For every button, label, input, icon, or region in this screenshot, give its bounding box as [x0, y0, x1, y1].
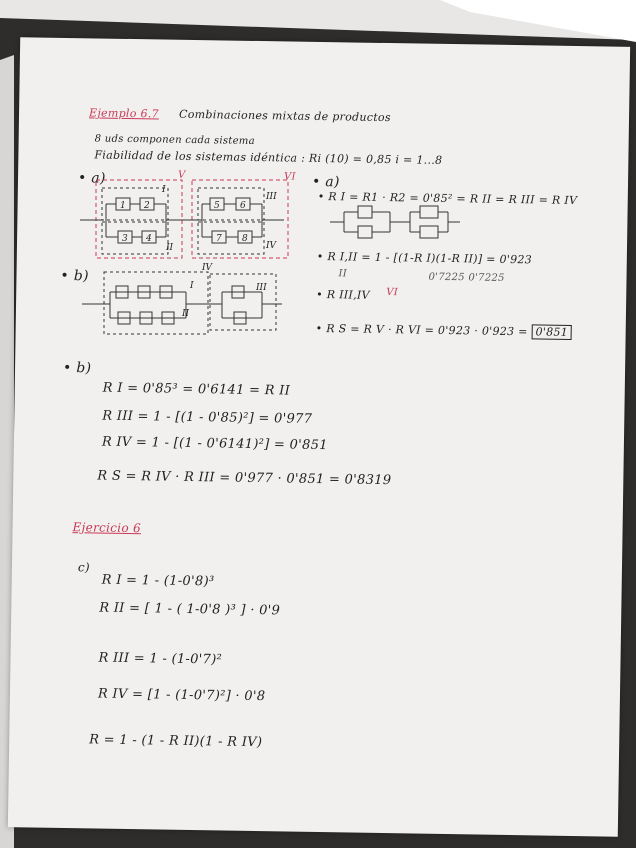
label-VI: VI	[283, 171, 296, 183]
block-III	[420, 206, 438, 218]
unit-8-label: 8	[242, 234, 248, 244]
formula-a3-red: VI	[386, 287, 399, 299]
group-III-label: III	[266, 192, 277, 202]
unit-3-label: 3	[122, 234, 128, 244]
part-b-line4: R S = R IV · R III = 0'977 · 0'851 = 0'8319	[97, 468, 392, 489]
formula-a3: • R III,IV	[316, 287, 370, 302]
units-note: 8 uds componen cada sistema	[94, 133, 255, 147]
group-b-IV-label: IV	[202, 263, 213, 273]
diagram-b-labels	[181, 263, 267, 319]
block-II	[358, 226, 372, 238]
part-b-line2: R III = 1 - [(1 - 0'85)²] = 0'977	[102, 408, 313, 427]
page-heading: Combinaciones mixtas de productos	[178, 107, 391, 125]
formula-a1: • R I = R1 · R2 = 0'85² = R II = R III = R IV	[317, 189, 578, 208]
block-I	[358, 206, 372, 218]
formula-a2-sub: 0'7225 0'7225	[428, 271, 505, 284]
group-IV	[198, 222, 264, 254]
part-b-diagram-label: • b)	[60, 267, 89, 285]
exercise-title: Ejercicio 6	[72, 520, 142, 536]
unit-2-label: 2	[144, 201, 150, 211]
group-b-I-label: I	[190, 281, 194, 291]
exercise-line3: R III = 1 - (1-0'7)²	[98, 650, 223, 668]
unit-4-label: 4	[146, 234, 152, 244]
part-b-line3: R IV = 1 - [(1 - 0'6141)²] = 0'851	[101, 434, 328, 454]
part-b-label: • b)	[62, 359, 92, 377]
diagram-b	[82, 272, 282, 334]
exercise-line4: R IV = [1 - (1-0'7)²] · 0'8	[97, 686, 266, 705]
exercise-c-label: c)	[77, 560, 91, 575]
formula-a2: • R I,II = 1 - [(1-R I)(1-R II)] = 0'923	[316, 249, 533, 267]
reliability-note: Fiabilidad de los sistemas idéntica : Ri (10) = 0,85 i = 1...8	[94, 148, 443, 167]
group-II-label: II	[166, 243, 174, 253]
group-b-II-label: II	[182, 309, 190, 319]
unit-7-label: 7	[216, 234, 222, 244]
diagram-a-right	[330, 206, 460, 238]
group-b-III-label: III	[256, 283, 267, 293]
exercise-line5: R = 1 - (1 - R II)(1 - R IV)	[89, 732, 263, 751]
group-I-label: I	[162, 185, 166, 195]
exercise-line1: R I = 1 - (1-0'8)³	[101, 572, 215, 590]
part-a-right-label: • a)	[311, 173, 340, 191]
formula-a2-eq: II	[338, 268, 348, 280]
group-IV-label: IV	[266, 241, 277, 251]
unit-6-label: 6	[240, 201, 246, 211]
formula-a4-text: • R S = R V · R VI = 0'923 · 0'923 =	[315, 321, 528, 339]
unit-1-label: 1	[120, 201, 126, 211]
unit-5-label: 5	[214, 201, 220, 211]
part-a-label: • a)	[77, 170, 106, 187]
diagram-a	[80, 180, 288, 258]
example-title: Ejemplo 6.7	[88, 106, 160, 121]
part-b-line1: R I = 0'85³ = 0'6141 = R II	[102, 380, 291, 399]
final-result-box: 0'851	[531, 324, 572, 340]
label-V: V	[178, 169, 186, 181]
exercise-line2: R II = [ 1 - ( 1-0'8 )³ ] · 0'9	[99, 600, 281, 619]
block-IV	[420, 226, 438, 238]
group-II	[102, 222, 168, 254]
